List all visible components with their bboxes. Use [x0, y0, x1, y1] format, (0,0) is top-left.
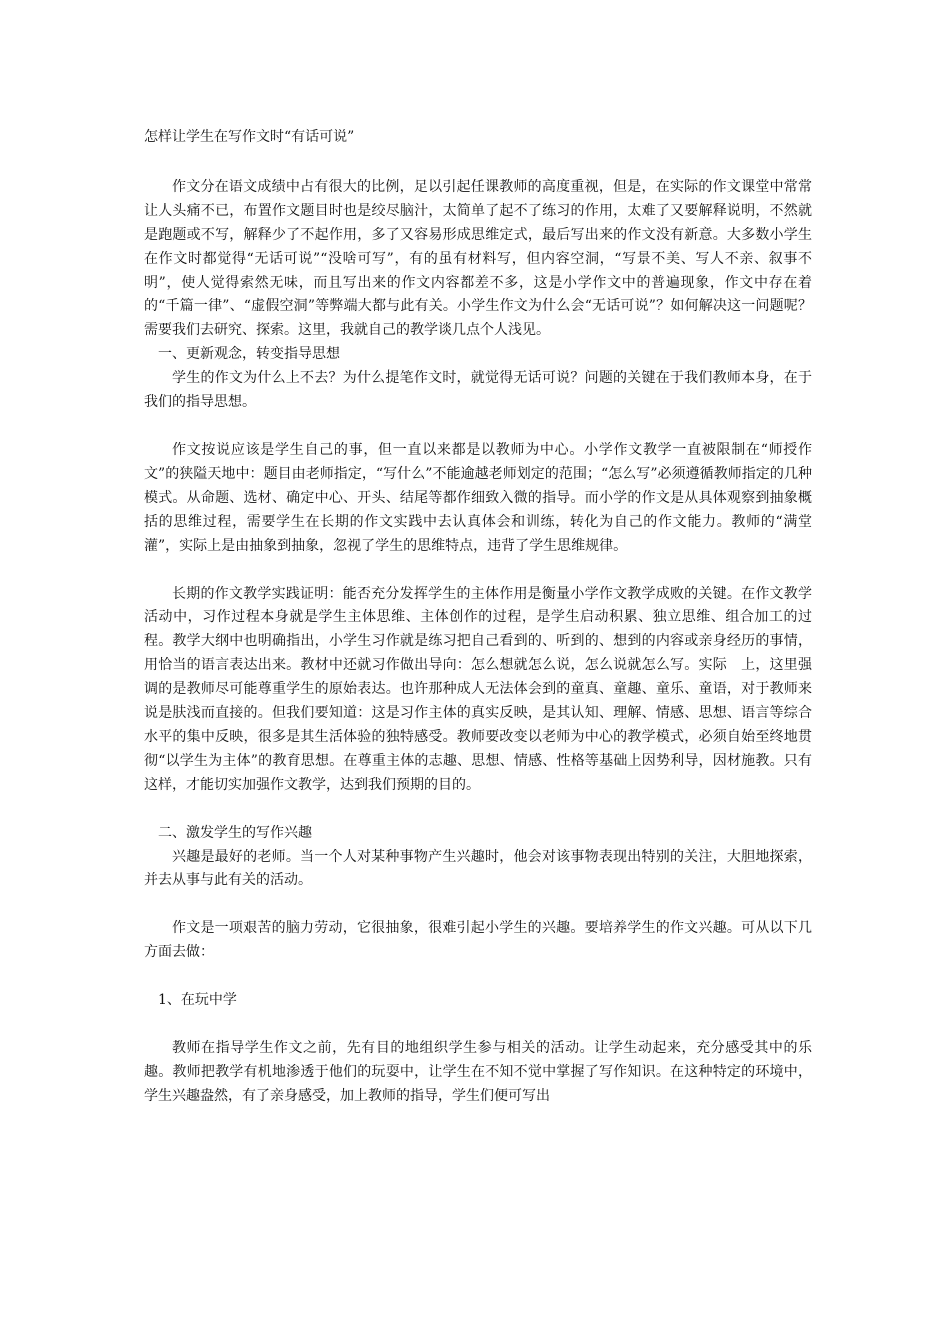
- document-page: [144, 126, 812, 1109]
- subsection-heading-1: 1、在玩中学: [158, 992, 237, 1009]
- spacer: [144, 893, 812, 917]
- section-heading-1: 一、更新观念，转变指导思想: [158, 346, 340, 363]
- section2-paragraph-2: 作文是一项艰苦的脑力劳动，它很抽象，很难引起小学生的兴趣。要培养学生的作文兴趣。可从以下几方面去做：: [144, 920, 812, 961]
- document-title: 怎样让学生在写作文时“有话可说”: [144, 129, 355, 145]
- spacer: [144, 415, 812, 439]
- section1-paragraph-1: 学生的作文为什么上不去？为什么提笔作文时，就觉得无话可说？问题的关键在于我们教师本身，在于我们的指导思想。: [144, 370, 812, 411]
- spacer: [144, 150, 812, 176]
- spacer: [144, 965, 812, 989]
- section2-paragraph-1: 兴趣是最好的老师。当一个人对某种事物产生兴趣时，他会对该事物表现出特别的关注，大胆地探索，并去从事与此有关的活动。: [144, 848, 812, 889]
- spacer: [144, 1013, 812, 1037]
- subsection1-paragraph-1: 教师在指导学生作文之前，先有目的地组织学生参与相关的活动。让学生动起来，充分感受其中的乐趣。教师把教学有机地渗透于他们的玩耍中，让学生在不知不觉中掌握了写作知识。在这种特定的环境中，学生兴趣盎然，有了亲身感受，加上教师的指导，学生们便可写出: [144, 1040, 812, 1104]
- section1-paragraph-2: 作文按说应该是学生自己的事，但一直以来都是以教师为中心。小学作文教学一直被限制在“师授作文”的狭隘天地中：题目由老师指定，“写什么”不能逾越老师划定的范围；“怎么写”必须遵循教师指定的几种模式。从命题、选材、确定中心、开头、结尾等都作细致入微的指导。而小学的作文是从具体观察到抽象概括的思维过程，需要学生在长期的作文实践中去认真体会和训练，转化为自己的作文能力。教师的“满堂灌”，实际上是由抽象到抽象，忽视了学生的思维特点，违背了学生思维规律。: [144, 441, 812, 554]
- section-heading-2: 二、激发学生的写作兴趣: [158, 824, 312, 841]
- spacer: [144, 559, 812, 583]
- section1-paragraph-3: 长期的作文教学实践证明：能否充分发挥学生的主体作用是衡量小学作文教学成败的关键。在作文教学活动中，习作过程本身就是学生主体思维、主体创作的过程，是学生启动积累、独立思维、组合加工的过程。教学大纲中也明确指出，小学生习作就是练习把自己看到的、听到的、想到的内容或亲身经历的事情，用恰当的语言表达出来。教材中还就习作做出导向：怎么想就怎么说，怎么说就怎么写。实际 上，这里强调的是教师尽可能尊重学生的原始表达。也许那种成人无法体会到的童真、童趣、童乐、童语，对于教师来说是肤浅而直接的。但我们要知道：这是习作主体的真实反映，是其认知、理解、情感、思想、语言等综合水平的集中反映，很多是其生活体验的独特感受。教师要改变以老师为中心的教学模式，必须自始至终地贯彻“以学生为主体”的教育思想。在尊重主体的志趣、思想、情感、性格等基础上因势利导，因材施教。只有这样，才能切实加强作文教学，达到我们预期的目的。: [144, 585, 812, 793]
- spacer: [144, 798, 812, 822]
- intro-paragraph: 作文分在语文成绩中占有很大的比例，足以引起任课教师的高度重视，但是，在实际的作文课堂中常常让人头痛不已，布置作文题目时也是绞尽脑汁，太简单了起不了练习的作用，太难了又要解释说明，不然就是跑题或不写，解释少了不起作用，多了又容易形成思维定式，最后写出来的作文没有新意。大多数小学生在作文时都觉得“无话可说”“没啥可写”，有的虽有材料写，但内容空洞，“写景不美、写人不亲、叙事不明”，使人觉得索然无味，而且写出来的作文内容都差不多，这是小学作文中的普遍现象，作文中存在着的“千篇一律”、“虚假空洞”等弊端大都与此有关。小学生作文为什么会“无话可说”？如何解决这一问题呢？需要我们去研究、探索。这里，我就自己的教学谈几点个人浅见。: [144, 178, 812, 339]
